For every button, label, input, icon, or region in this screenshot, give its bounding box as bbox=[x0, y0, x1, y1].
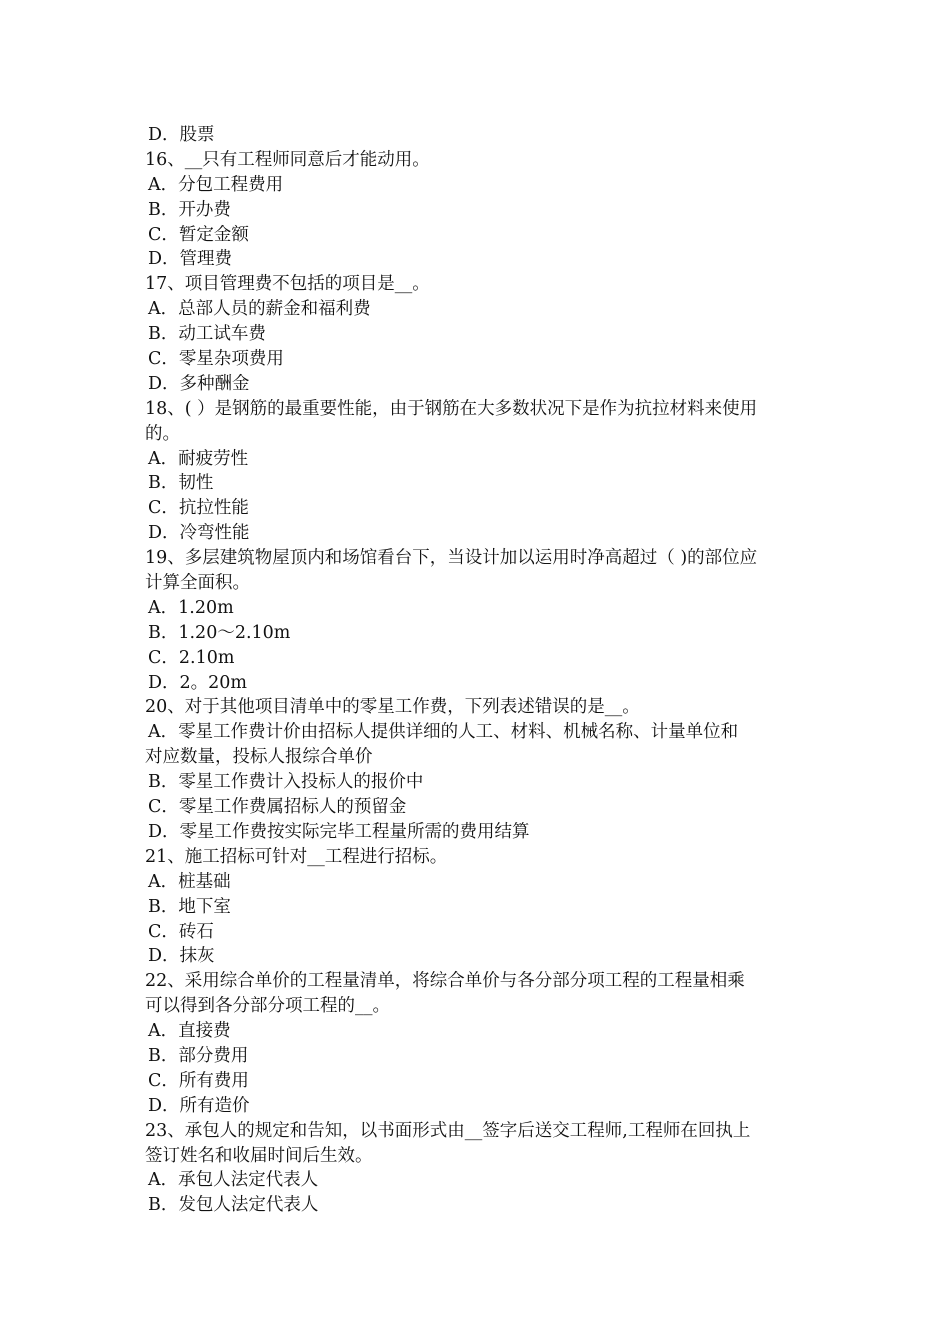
answer-option-line: C．零星杂项费用 bbox=[148, 349, 284, 370]
answer-option-line: A．承包人法定代表人 bbox=[148, 1170, 319, 1191]
answer-option-line: B．发包人法定代表人 bbox=[148, 1195, 319, 1216]
question-text-line: 签订姓名和收届时间后生效。 bbox=[145, 1145, 373, 1166]
question-text-line: 19、多层建筑物屋顶内和场馆看台下，当设计加以运用时净高超过（ )的部位应 bbox=[145, 548, 758, 569]
question-text-line: 可以得到各分部分项工程的__。 bbox=[145, 996, 390, 1017]
question-text-line: 21、施工招标可针对__工程进行招标。 bbox=[145, 846, 448, 867]
answer-option-line: C．暂定金额 bbox=[148, 224, 249, 245]
question-text-line: 对应数量，投标人报综合单价 bbox=[145, 747, 373, 768]
answer-option-line: C．抗拉性能 bbox=[148, 498, 249, 519]
answer-option-line: D．所有造价 bbox=[148, 1095, 250, 1116]
answer-option-line: C．砖石 bbox=[148, 921, 214, 942]
answer-option-line: A．桩基础 bbox=[148, 871, 231, 892]
answer-option-line: A．直接费 bbox=[148, 1021, 231, 1042]
answer-option-line: B．韧性 bbox=[148, 473, 214, 494]
answer-option-line: A．耐疲劳性 bbox=[148, 448, 249, 469]
answer-option-line: D．股票 bbox=[148, 125, 215, 145]
answer-option-line: D．零星工作费按实际完毕工程量所需的费用结算 bbox=[148, 821, 530, 842]
answer-option-line: C．零星工作费属招标人的预留金 bbox=[148, 797, 407, 818]
answer-option-line: B．零星工作费计入投标人的报价中 bbox=[148, 772, 424, 793]
answer-option-line: A．1.20m bbox=[148, 597, 234, 618]
answer-option-line: B．部分费用 bbox=[148, 1045, 249, 1066]
answer-option-line: D．抹灰 bbox=[148, 946, 215, 967]
answer-option-line: D．冷弯性能 bbox=[148, 523, 250, 544]
answer-option-line: B．开办费 bbox=[148, 199, 231, 220]
question-text-line: 22、采用综合单价的工程量清单，将综合单价与各分部分项工程的工程量相乘 bbox=[145, 971, 745, 992]
question-text-line: 17、项目管理费不包括的项目是__。 bbox=[145, 274, 430, 295]
answer-option-line: D．2。20m bbox=[148, 672, 248, 693]
document-body bbox=[145, 123, 810, 1218]
question-text-line: 20、对于其他项目清单中的零星工作费，下列表述错误的是__。 bbox=[145, 697, 640, 718]
answer-option-line: A．零星工作费计价由招标人提供详细的人工、材料、机械名称、计量单位和 bbox=[148, 722, 739, 743]
answer-option-line: C．2.10m bbox=[148, 647, 235, 668]
question-text-line: 的。 bbox=[145, 423, 180, 444]
question-text-line: 23、承包人的规定和告知，以书面形式由__签字后送交工程师,工程师在回执上 bbox=[145, 1120, 751, 1141]
answer-option-line: D．管理费 bbox=[148, 249, 233, 270]
question-text-line: 计算全面积。 bbox=[145, 573, 250, 594]
answer-option-line: D．多种酬金 bbox=[148, 373, 250, 394]
answer-option-line: B．动工试车费 bbox=[148, 324, 266, 345]
answer-option-line: C．所有费用 bbox=[148, 1070, 249, 1091]
question-text-line: 18、( ）是钢筋的最重要性能，由于钢筋在大多数状况下是作为抗拉材料来使用 bbox=[145, 398, 758, 419]
answer-option-line: A．总部人员的薪金和福利费 bbox=[148, 299, 371, 320]
question-text-line: 16、__只有工程师同意后才能动用。 bbox=[145, 149, 430, 170]
answer-option-line: A．分包工程费用 bbox=[148, 174, 284, 195]
answer-option-line: B．地下室 bbox=[148, 896, 231, 917]
answer-option-line: B．1.20～2.10m bbox=[148, 622, 291, 643]
